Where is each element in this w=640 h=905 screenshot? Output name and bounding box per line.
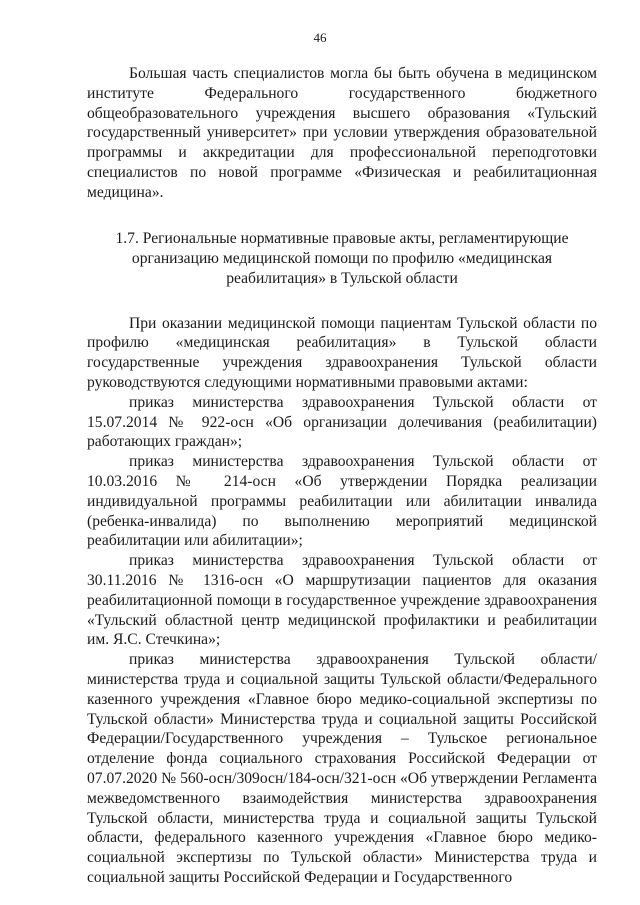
section-heading-line: организацию медицинской помощи по профилю «медицинская — [131, 249, 553, 267]
paragraph-order-214: приказ министерства здравоохранения Тульской области от 10.03.2016 № 214-осн «Об утверждении Порядка реализации индивидуальной программы реабилитации или абилитации инвалида (ребенка-инвалида) по выполнению мероприятий медицинской реабилитации или абилитации»; — [87, 453, 597, 550]
section-heading — [87, 229, 597, 289]
section-heading-line: реабилитация» в Тульской области — [226, 269, 458, 287]
paragraph-order-1316: приказ министерства здравоохранения Тульской области от 30.11.2016 № 1316-осн «О маршрутизации пациентов для оказания реабилитационной помощи в государственное учреждение здравоохранения «Тульский областной центр медицинской профилактики и реабилитации им. Я.С. Стечкина»; — [87, 552, 597, 649]
section-heading-line: 1.7. Региональные нормативные правовые акты, регламентирующие — [115, 229, 569, 247]
paragraph-order-922: приказ министерства здравоохранения Тульской области от 15.07.2014 № 922-осн «Об организации долечивания (реабилитации) работающих граждан»; — [87, 393, 597, 451]
intro-paragraph: Большая часть специалистов могла бы быть обучена в медицинском институте Федерального государственного бюджетного общеобразовательного учреждения высшего образования «Тульский государственный университет» при условии утверждения образовательной программы и аккредитации для профессиональной переподготовки специалистов по новой программе «Физическая и реабилитационная медицина». — [87, 65, 597, 201]
paragraph-order-560: приказ министерства здравоохранения Тульской области/министерства труда и социальной защиты Тульской области/Федерального казенного учреждения «Главное бюро медико-социальной экспертизы по Тульской области» Министерства труда и социальной защиты Российской Федерации/Государственного учреждения – Тульское региональное отделение фонда социального страхования Российской Федерации от 07.07.2020 № 560-осн/309осн/184-осн/321-осн «Об утверждении Регламента межведомственного взаимодействия министерства здравоохранения Тульской области, министерства труда и социальной защиты Тульской области, федерального казенного учреждения «Главное бюро медико-социальной экспертизы по Тульской области» Министерства труда и социальной защиты Российской Федерации и Государственного — [87, 651, 597, 886]
page-number: 46 — [313, 30, 327, 45]
document-body — [87, 64, 597, 888]
paragraph-intro-acts: При оказании медицинской помощи пациентам Тульской области по профилю «медицинская реабилитация» в Тульской области государственные учреждения здравоохранения Тульской области руководствуются следующими нормативными правовыми актами: — [87, 314, 597, 391]
